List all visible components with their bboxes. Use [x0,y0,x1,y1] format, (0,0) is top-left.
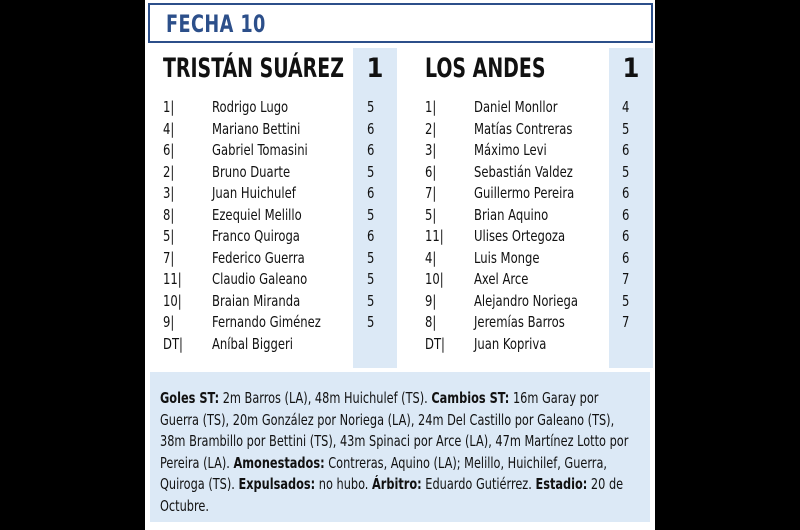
player-row [155,163,393,185]
player-number: 6| [163,141,175,159]
player-number: 4| [163,119,175,138]
goals-text: 2m Barros (LA), 48m Huichulef (TS). [219,389,432,407]
player-name: Juan Huichulef [212,184,296,202]
player-rating: 5 [622,162,630,181]
player-rating: 5 [367,270,375,288]
player-name: Matías Contreras [474,119,573,138]
player-row [417,206,647,228]
player-rating: 7 [622,270,630,288]
notes-text [160,388,630,517]
match-notes [150,372,650,522]
player-rating: 5 [367,291,375,310]
player-row [417,270,647,292]
player-rating: 6 [622,184,630,202]
player-rating: 7 [622,313,630,331]
player-rating: 5 [367,162,375,181]
substitutions-label: Cambios ST: [431,389,510,407]
team-home [155,48,393,368]
player-name: Daniel Monllor [474,98,558,116]
referee-text: Eduardo Gutiérrez. [421,475,536,493]
referee-label: Árbitro: [372,475,422,493]
player-number: 11| [163,270,182,288]
player-number: 7| [163,248,175,267]
player-number: 9| [163,313,175,331]
player-name: Alejandro Noriega [474,291,579,310]
player-name: Fernando Giménez [212,313,321,331]
team-name: LOS ANDES [425,53,546,84]
player-number: 10| [425,270,444,288]
player-number: 1| [425,98,437,116]
player-row [417,313,647,335]
player-rating: 5 [367,98,375,116]
team-score: 1 [622,53,640,84]
player-row [417,141,647,163]
player-rating: 6 [367,184,375,202]
stadium-label: Estadio: [535,475,588,493]
player-row [417,184,647,206]
player-number: 1| [163,98,175,116]
substitutions-text: 16m Garay por Guerra (TS), 20m González por Noriega (LA), 24m Del Castillo por Galeano (TS), 38m Brambillo por Bettini (TS), 43m Spinaci por Arce (LA), 47m Martínez Lotto por Pereira (LA). [160,389,629,472]
player-row [417,227,647,249]
team-away [417,48,647,368]
player-name: Luis Monge [474,248,540,267]
coach-label: DT| [425,334,445,353]
player-row [417,292,647,314]
player-name: Ulises Ortegoza [474,227,566,245]
page-title: FECHA 10 [166,10,266,38]
player-rating: 6 [367,119,375,138]
player-name: Gabriel Tomasini [212,141,308,159]
player-rating: 5 [367,313,375,331]
player-name: Brian Aquino [474,205,549,224]
player-list [417,98,647,356]
player-number: 5| [425,205,437,224]
coach-name: Aníbal Biggeri [212,334,293,353]
expulsions-text: no hubo. [315,475,373,493]
player-number: 10| [163,291,182,310]
player-number: 2| [425,119,437,138]
match-card [145,0,655,530]
player-name: Guillermo Pereira [474,184,575,202]
bookings-text: Contreras, Aquino (LA); Melillo, Huichilef, Guerra, Quiroga (TS). [160,453,607,493]
player-name: Franco Quiroga [212,227,300,245]
team-name: TRISTÁN SUÁREZ [163,53,344,84]
player-row [155,313,393,335]
player-name: Máximo Levi [474,141,547,159]
player-name: Sebastián Valdez [474,162,573,181]
player-row [417,249,647,271]
player-number: 8| [163,205,175,224]
player-number: 4| [425,248,437,267]
coach-label: DT| [163,334,183,353]
player-rating: 5 [367,205,375,224]
player-row [155,249,393,271]
player-number: 11| [425,227,444,245]
player-rating: 6 [622,205,630,224]
player-rating: 6 [367,227,375,245]
player-list [155,98,393,356]
player-name: Mariano Bettini [212,119,301,138]
bookings-label: Amonestados: [233,453,325,472]
player-name: Rodrigo Lugo [212,98,289,116]
player-rating: 6 [622,141,630,159]
coach-name: Juan Kopriva [474,334,547,353]
player-name: Axel Arce [474,270,529,288]
player-row [155,292,393,314]
player-rating: 4 [622,98,630,116]
player-number: 8| [425,313,437,331]
player-row [417,120,647,142]
team-score: 1 [366,53,384,84]
player-row [155,184,393,206]
player-row [155,141,393,163]
player-rating: 5 [622,119,630,138]
player-rating: 6 [622,227,630,245]
player-rating: 6 [367,141,375,159]
coach-row [155,335,393,357]
player-name: Bruno Duarte [212,162,291,181]
player-number: 3| [163,184,175,202]
player-number: 5| [163,227,175,245]
player-name: Jeremías Barros [474,313,565,331]
player-row [155,270,393,292]
player-row [155,120,393,142]
player-row [417,163,647,185]
player-name: Ezequiel Melillo [212,205,302,224]
player-number: 6| [425,162,437,181]
player-number: 3| [425,141,437,159]
player-rating: 5 [622,291,630,310]
player-name: Braian Miranda [212,291,301,310]
goals-label: Goles ST: [160,389,220,407]
expulsions-label: Expulsados: [238,475,316,493]
player-rating: 6 [622,248,630,267]
player-row [155,227,393,249]
stadium-text: 20 de Octubre. [160,475,624,515]
player-name: Federico Guerra [212,248,305,267]
player-number: 2| [163,162,175,181]
player-number: 7| [425,184,437,202]
player-row [417,98,647,120]
player-rating: 5 [367,248,375,267]
coach-row [417,335,647,357]
player-row [155,206,393,228]
player-name: Claudio Galeano [212,270,308,288]
header-box [148,3,653,43]
player-row [155,98,393,120]
player-number: 9| [425,291,437,310]
